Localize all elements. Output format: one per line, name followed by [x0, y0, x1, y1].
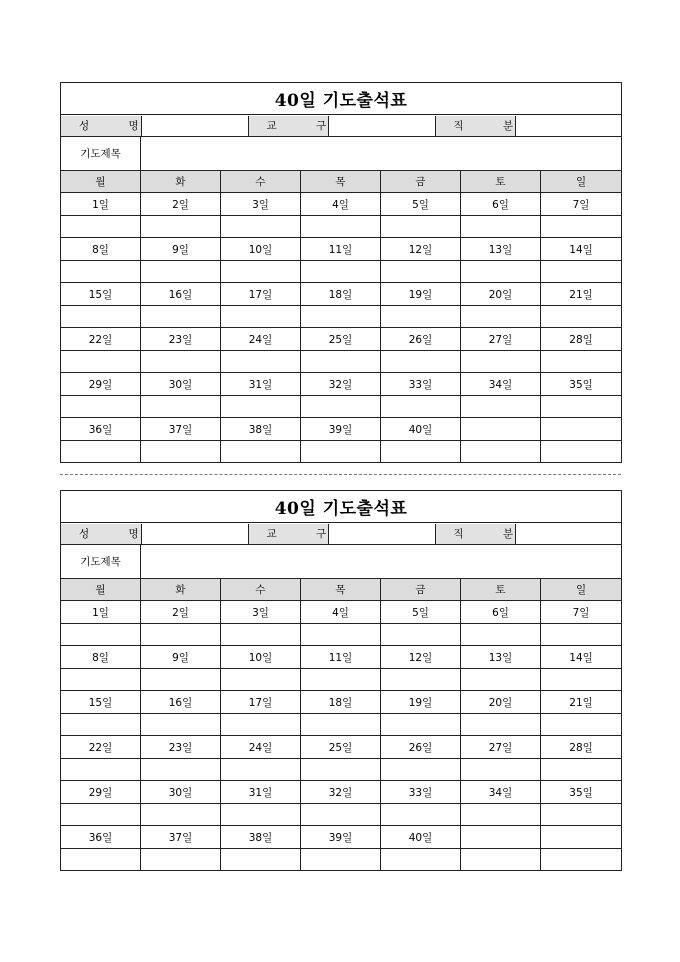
attendance-check-cell[interactable]: [541, 804, 622, 826]
day-number-row: [61, 646, 622, 669]
day-number-cell: 26일: [381, 328, 461, 351]
attendance-check-cell[interactable]: [461, 759, 541, 781]
attendance-check-cell[interactable]: [381, 759, 461, 781]
day-number-cell: 12일: [381, 646, 461, 669]
attendance-check-cell[interactable]: [381, 351, 461, 373]
day-number-cell: [541, 826, 622, 849]
attendance-chart: [60, 490, 622, 871]
position-field[interactable]: [515, 524, 622, 544]
day-number-cell: 2일: [141, 193, 221, 216]
name-field[interactable]: [141, 524, 248, 544]
attendance-check-cell[interactable]: [61, 624, 141, 646]
attendance-check-cell[interactable]: [381, 261, 461, 283]
day-number-cell: 8일: [61, 646, 141, 669]
day-number-cell: 33일: [381, 781, 461, 804]
day-number-cell: 28일: [541, 736, 622, 759]
day-number-cell: 25일: [301, 328, 381, 351]
attendance-check-cell[interactable]: [141, 306, 221, 328]
day-number-cell: 24일: [221, 328, 301, 351]
attendance-check-cell[interactable]: [301, 804, 381, 826]
day-number-cell: 13일: [461, 646, 541, 669]
day-number-cell: 37일: [141, 418, 221, 441]
attendance-check-cell[interactable]: [61, 306, 141, 328]
attendance-check-cell[interactable]: [381, 849, 461, 871]
day-number-row: [61, 283, 622, 306]
attendance-check-row: [61, 849, 622, 871]
day-number-cell: 20일: [461, 283, 541, 306]
attendance-check-cell[interactable]: [461, 216, 541, 238]
day-number-cell: 13일: [461, 238, 541, 261]
attendance-check-cell[interactable]: [141, 849, 221, 871]
day-number-cell: 1일: [61, 601, 141, 624]
day-number-cell: 20일: [461, 691, 541, 714]
attendance-check-cell[interactable]: [61, 669, 141, 691]
weekday-header: 화: [141, 579, 221, 601]
name-label-text: 성 명: [79, 120, 157, 132]
attendance-check-cell[interactable]: [61, 759, 141, 781]
attendance-check-cell[interactable]: [221, 804, 301, 826]
attendance-check-cell[interactable]: [381, 441, 461, 463]
attendance-check-cell[interactable]: [541, 624, 622, 646]
attendance-check-cell[interactable]: [381, 804, 461, 826]
attendance-check-cell[interactable]: [61, 714, 141, 736]
day-number-cell: 27일: [461, 736, 541, 759]
attendance-check-cell[interactable]: [381, 216, 461, 238]
weekday-header: 수: [221, 579, 301, 601]
info-row: [61, 115, 622, 137]
day-number-cell: 11일: [301, 238, 381, 261]
attendance-check-cell[interactable]: [221, 351, 301, 373]
day-number-row: [61, 328, 622, 351]
attendance-check-cell[interactable]: [221, 759, 301, 781]
attendance-check-cell[interactable]: [301, 849, 381, 871]
day-number-row: [61, 238, 622, 261]
day-number-cell: 21일: [541, 691, 622, 714]
parish-field[interactable]: [328, 116, 435, 136]
attendance-check-cell[interactable]: [301, 351, 381, 373]
attendance-check-cell[interactable]: [461, 849, 541, 871]
weekday-header: 목: [301, 579, 381, 601]
day-number-cell: 19일: [381, 283, 461, 306]
attendance-check-cell[interactable]: [541, 849, 622, 871]
attendance-check-cell[interactable]: [141, 714, 221, 736]
attendance-check-cell[interactable]: [381, 396, 461, 418]
attendance-check-cell[interactable]: [301, 216, 381, 238]
day-number-cell: [461, 418, 541, 441]
attendance-chart: [60, 82, 622, 463]
weekday-header: 토: [461, 579, 541, 601]
day-number-cell: 40일: [381, 826, 461, 849]
day-number-cell: 9일: [141, 646, 221, 669]
position-field[interactable]: [515, 116, 622, 136]
attendance-check-cell[interactable]: [461, 261, 541, 283]
day-number-cell: 36일: [61, 826, 141, 849]
weekday-header: 토: [461, 171, 541, 193]
attendance-check-cell[interactable]: [381, 669, 461, 691]
attendance-check-cell[interactable]: [61, 216, 141, 238]
day-number-cell: 6일: [461, 601, 541, 624]
attendance-check-cell[interactable]: [541, 759, 622, 781]
day-number-row: [61, 418, 622, 441]
day-number-cell: 7일: [541, 601, 622, 624]
parish-label-text: 교 구: [266, 120, 345, 132]
attendance-check-cell[interactable]: [61, 849, 141, 871]
day-number-row: [61, 736, 622, 759]
day-number-cell: 8일: [61, 238, 141, 261]
attendance-check-cell[interactable]: [541, 306, 622, 328]
attendance-check-cell[interactable]: [301, 714, 381, 736]
attendance-check-cell[interactable]: [541, 261, 622, 283]
parish-label: [248, 116, 345, 136]
attendance-check-row: [61, 216, 622, 238]
attendance-check-cell[interactable]: [221, 396, 301, 418]
day-number-cell: 14일: [541, 646, 622, 669]
attendance-check-row: [61, 306, 622, 328]
attendance-check-cell[interactable]: [301, 261, 381, 283]
weekday-header: 일: [541, 579, 622, 601]
day-number-cell: 17일: [221, 283, 301, 306]
attendance-check-cell[interactable]: [221, 714, 301, 736]
attendance-check-cell[interactable]: [221, 624, 301, 646]
day-number-cell: 33일: [381, 373, 461, 396]
name-label: [61, 524, 157, 544]
attendance-check-row: [61, 396, 622, 418]
day-number-cell: 30일: [141, 373, 221, 396]
attendance-check-cell[interactable]: [541, 714, 622, 736]
attendance-check-cell[interactable]: [61, 396, 141, 418]
day-number-cell: 16일: [141, 691, 221, 714]
day-number-cell: 24일: [221, 736, 301, 759]
attendance-check-cell[interactable]: [141, 759, 221, 781]
day-number-cell: 35일: [541, 373, 622, 396]
attendance-check-row: [61, 441, 622, 463]
attendance-check-cell[interactable]: [461, 804, 541, 826]
day-number-cell: 22일: [61, 328, 141, 351]
attendance-check-cell[interactable]: [461, 624, 541, 646]
day-number-cell: 6일: [461, 193, 541, 216]
day-number-cell: 27일: [461, 328, 541, 351]
attendance-check-cell[interactable]: [541, 669, 622, 691]
attendance-check-row: [61, 351, 622, 373]
day-number-cell: 18일: [301, 283, 381, 306]
attendance-check-cell[interactable]: [541, 351, 622, 373]
attendance-check-cell[interactable]: [461, 441, 541, 463]
attendance-check-cell[interactable]: [461, 669, 541, 691]
attendance-check-cell[interactable]: [541, 396, 622, 418]
day-number-cell: 16일: [141, 283, 221, 306]
prayer-topic-label: 기도제목: [61, 137, 141, 171]
attendance-check-cell[interactable]: [141, 441, 221, 463]
day-number-cell: 17일: [221, 691, 301, 714]
day-number-cell: 23일: [141, 736, 221, 759]
attendance-check-cell[interactable]: [141, 351, 221, 373]
position-label: [435, 116, 532, 136]
attendance-check-cell[interactable]: [141, 216, 221, 238]
attendance-check-row: [61, 624, 622, 646]
attendance-check-cell[interactable]: [61, 441, 141, 463]
attendance-check-cell[interactable]: [221, 306, 301, 328]
weekday-header: 금: [381, 579, 461, 601]
attendance-check-cell[interactable]: [381, 714, 461, 736]
day-number-cell: 1일: [61, 193, 141, 216]
day-number-cell: 9일: [141, 238, 221, 261]
day-number-cell: 36일: [61, 418, 141, 441]
weekday-header: 월: [61, 579, 141, 601]
weekday-header: 목: [301, 171, 381, 193]
name-label-text: 성 명: [79, 528, 157, 540]
attendance-check-cell[interactable]: [221, 669, 301, 691]
day-number-cell: 29일: [61, 373, 141, 396]
position-label-text: 직 분: [453, 120, 532, 132]
day-number-cell: 19일: [381, 691, 461, 714]
name-field[interactable]: [141, 116, 248, 136]
weekday-header: 금: [381, 171, 461, 193]
weekday-header-row: [61, 579, 622, 601]
day-number-cell: 28일: [541, 328, 622, 351]
attendance-check-cell[interactable]: [301, 306, 381, 328]
day-number-cell: 34일: [461, 373, 541, 396]
parish-label-text: 교 구: [266, 528, 345, 540]
day-number-cell: 18일: [301, 691, 381, 714]
day-number-row: [61, 601, 622, 624]
day-number-cell: [541, 418, 622, 441]
attendance-check-row: [61, 759, 622, 781]
attendance-check-cell[interactable]: [541, 441, 622, 463]
day-number-cell: 31일: [221, 781, 301, 804]
weekday-header: 월: [61, 171, 141, 193]
attendance-check-cell[interactable]: [301, 669, 381, 691]
attendance-check-cell[interactable]: [61, 351, 141, 373]
attendance-check-cell[interactable]: [461, 396, 541, 418]
attendance-check-cell[interactable]: [381, 624, 461, 646]
day-number-cell: 7일: [541, 193, 622, 216]
day-number-row: [61, 781, 622, 804]
chart-title: 40일 기도출석표: [61, 491, 622, 523]
chart-title: 40일 기도출석표: [61, 83, 622, 115]
attendance-check-cell[interactable]: [461, 306, 541, 328]
name-label: [61, 116, 157, 136]
position-label-text: 직 분: [453, 528, 532, 540]
day-number-cell: 3일: [221, 601, 301, 624]
day-number-cell: 40일: [381, 418, 461, 441]
attendance-check-cell[interactable]: [141, 804, 221, 826]
attendance-check-cell[interactable]: [221, 441, 301, 463]
day-number-cell: 23일: [141, 328, 221, 351]
attendance-check-row: [61, 714, 622, 736]
day-number-cell: 15일: [61, 691, 141, 714]
parish-field[interactable]: [328, 524, 435, 544]
day-number-cell: [461, 826, 541, 849]
attendance-check-cell[interactable]: [141, 396, 221, 418]
attendance-check-cell[interactable]: [221, 216, 301, 238]
day-number-cell: 37일: [141, 826, 221, 849]
day-number-cell: 10일: [221, 646, 301, 669]
day-number-cell: 22일: [61, 736, 141, 759]
day-number-row: [61, 373, 622, 396]
day-number-cell: 39일: [301, 826, 381, 849]
day-number-cell: 5일: [381, 193, 461, 216]
info-row: [61, 523, 622, 545]
day-number-cell: 25일: [301, 736, 381, 759]
attendance-check-cell[interactable]: [221, 261, 301, 283]
attendance-check-cell[interactable]: [381, 306, 461, 328]
day-number-cell: 3일: [221, 193, 301, 216]
attendance-check-cell[interactable]: [61, 261, 141, 283]
attendance-check-cell[interactable]: [141, 261, 221, 283]
parish-label: [248, 524, 345, 544]
day-number-cell: 4일: [301, 601, 381, 624]
position-label: [435, 524, 532, 544]
attendance-check-cell[interactable]: [461, 351, 541, 373]
attendance-check-cell[interactable]: [221, 849, 301, 871]
day-number-cell: 32일: [301, 373, 381, 396]
attendance-check-cell[interactable]: [541, 216, 622, 238]
cut-line: [60, 474, 621, 475]
prayer-topic-field[interactable]: [141, 137, 622, 171]
day-number-cell: 15일: [61, 283, 141, 306]
attendance-check-cell[interactable]: [141, 669, 221, 691]
day-number-row: [61, 193, 622, 216]
day-number-cell: 35일: [541, 781, 622, 804]
attendance-check-cell[interactable]: [301, 441, 381, 463]
attendance-check-cell[interactable]: [301, 396, 381, 418]
attendance-check-row: [61, 669, 622, 691]
attendance-check-cell[interactable]: [141, 624, 221, 646]
day-number-cell: 31일: [221, 373, 301, 396]
day-number-cell: 38일: [221, 418, 301, 441]
attendance-check-cell[interactable]: [301, 624, 381, 646]
day-number-cell: 14일: [541, 238, 622, 261]
day-number-cell: 32일: [301, 781, 381, 804]
day-number-cell: 4일: [301, 193, 381, 216]
day-number-cell: 29일: [61, 781, 141, 804]
day-number-cell: 2일: [141, 601, 221, 624]
day-number-cell: 34일: [461, 781, 541, 804]
day-number-cell: 26일: [381, 736, 461, 759]
info-table: [61, 116, 622, 136]
day-number-cell: 11일: [301, 646, 381, 669]
weekday-header: 화: [141, 171, 221, 193]
attendance-check-cell[interactable]: [61, 804, 141, 826]
attendance-check-cell[interactable]: [301, 759, 381, 781]
info-table: [61, 524, 622, 544]
prayer-topic-field[interactable]: [141, 545, 622, 579]
weekday-header-row: [61, 171, 622, 193]
day-number-cell: 30일: [141, 781, 221, 804]
day-number-cell: 10일: [221, 238, 301, 261]
prayer-topic-label: 기도제목: [61, 545, 141, 579]
day-number-cell: 21일: [541, 283, 622, 306]
attendance-check-row: [61, 804, 622, 826]
day-number-cell: 38일: [221, 826, 301, 849]
weekday-header: 수: [221, 171, 301, 193]
attendance-check-cell[interactable]: [461, 714, 541, 736]
day-number-cell: 12일: [381, 238, 461, 261]
weekday-header: 일: [541, 171, 622, 193]
day-number-row: [61, 691, 622, 714]
attendance-check-row: [61, 261, 622, 283]
day-number-cell: 39일: [301, 418, 381, 441]
day-number-row: [61, 826, 622, 849]
day-number-cell: 5일: [381, 601, 461, 624]
